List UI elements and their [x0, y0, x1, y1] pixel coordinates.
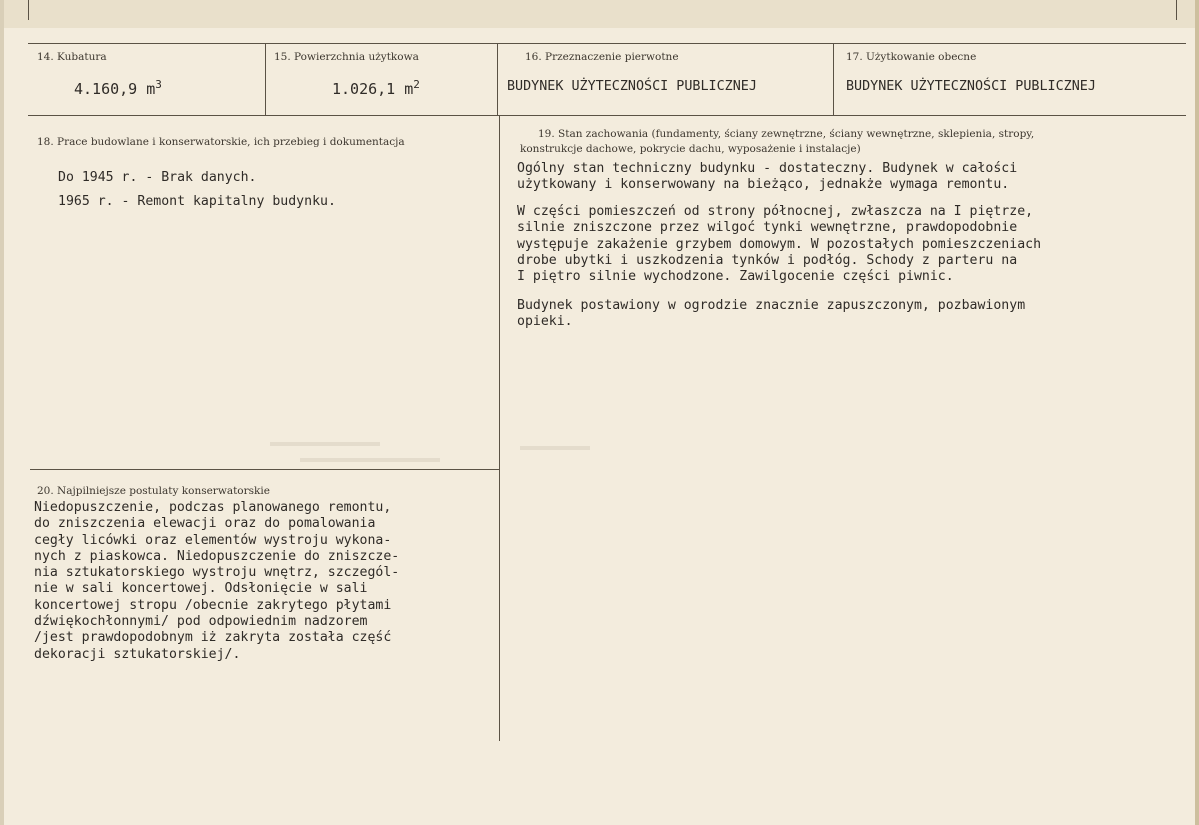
show-through-mark: [300, 458, 440, 462]
stan-line: występuje zakażenie grzybem domowym. W pozostałych pomieszczeniach: [517, 236, 1042, 252]
stan-label-line1: 19. Stan zachowania (fundamenty, ściany zewnętrzne, ściany wewnętrzne, sklepienia, stropy,: [538, 128, 1035, 140]
postulaty-line: dekoracji sztukatorskiej/.: [34, 646, 241, 662]
postulaty-line: nie w sali koncertowej. Odsłonięcie w sali: [34, 581, 368, 597]
divider-14-15: [265, 43, 266, 116]
main-column-divider: [499, 116, 500, 741]
right-edge: [1195, 0, 1199, 825]
top-edge: [0, 0, 1199, 28]
stan-line: I piętro silnie wychodzone. Zawilgocenie części piwnic.: [517, 269, 954, 285]
postulaty-line: do zniszczenia elewacji oraz do pomalowania: [34, 516, 376, 532]
divider-15-16: [497, 43, 498, 116]
postulaty-line: /jest prawdopodobnym iż zakryta została część: [34, 630, 392, 646]
show-through-mark: [270, 442, 380, 446]
uzytkowanie-label: 17. Użytkowanie obecne: [846, 51, 977, 63]
prace-label: 18. Prace budowlane i konserwatorskie, ich przebieg i dokumentacja: [37, 136, 405, 148]
uzytkowanie-value: BUDYNEK UŻYTECZNOŚCI PUBLICZNEJ: [846, 79, 1096, 94]
kubatura-value: 4.160,9 $m^3$: [74, 78, 162, 98]
postulaty-line: koncertowej stropu /obecnie zakrytego płytami: [34, 597, 392, 613]
stan-label-line2: konstrukcje dachowe, pokrycie dachu, wyposażenie i instalacje): [520, 143, 861, 155]
postulaty-label: 20. Najpilniejsze postulaty konserwatorskie: [37, 485, 270, 497]
row1-bottom-rule: [28, 115, 1186, 116]
postulaty-line: cegły licówki oraz elementów wystroju wykona-: [34, 532, 392, 548]
stan-line: użytkowany i konserwowany na bieżąco, jednakże wymaga remontu.: [517, 177, 1010, 193]
powierzchnia-value: 1.026,1 $m^2$: [332, 78, 420, 98]
stan-paragraph-3: [517, 298, 1025, 331]
stan-paragraph-2: [517, 204, 1041, 285]
stan-line: Budynek postawiony w ogrodzie znacznie zapuszczonym, pozbawionym: [517, 298, 1026, 313]
postulaty-line: Niedopuszczenie, podczas planowanego remontu,: [34, 500, 392, 515]
prace-text: [58, 166, 336, 214]
stan-paragraph-1: [517, 161, 1017, 194]
przeznaczenie-label: 16. Przeznaczenie pierwotne: [525, 51, 679, 63]
prace-line: Do 1945 r. - Brak danych.: [58, 170, 257, 185]
stan-line: silnie zniszczone przez wilgoć tynki wewnętrzne, prawdopodobnie: [517, 220, 1018, 236]
stan-line: drobe ubytki i uszkodzenia tynków i podłóg. Schody z parteru na: [517, 252, 1018, 268]
divider-16-17: [833, 43, 834, 116]
postulaty-text: [34, 500, 399, 663]
postulaty-line: dźwiękochłonnymi/ pod odpowiednim nadzorem: [34, 614, 368, 630]
stan-line: opieki.: [517, 314, 573, 330]
left-edge: [0, 0, 4, 825]
prace-line: 1965 r. - Remont kapitalny budynku.: [58, 194, 336, 209]
stan-line: Ogólny stan techniczny budynku - dostateczny. Budynek w całości: [517, 161, 1018, 176]
stan-line: W części pomieszczeń od strony północnej, zwłaszcza na I piętrze,: [517, 204, 1034, 219]
kubatura-label: 14. Kubatura: [37, 51, 107, 63]
top-fold-line-left: [28, 0, 29, 20]
show-through-mark: [520, 446, 590, 450]
section-20-rule: [30, 469, 500, 470]
postulaty-line: nia sztukatorskiego wystroju wnętrz, szczegól-: [34, 565, 400, 581]
przeznaczenie-value: BUDYNEK UŻYTECZNOŚCI PUBLICZNEJ: [507, 79, 757, 94]
top-fold-line-right: [1176, 0, 1177, 20]
powierzchnia-label: 15. Powierzchnia użytkowa: [274, 51, 419, 63]
top-rule: [28, 43, 1186, 44]
postulaty-line: nych z piaskowca. Niedopuszczenie do zniszcze-: [34, 548, 400, 564]
